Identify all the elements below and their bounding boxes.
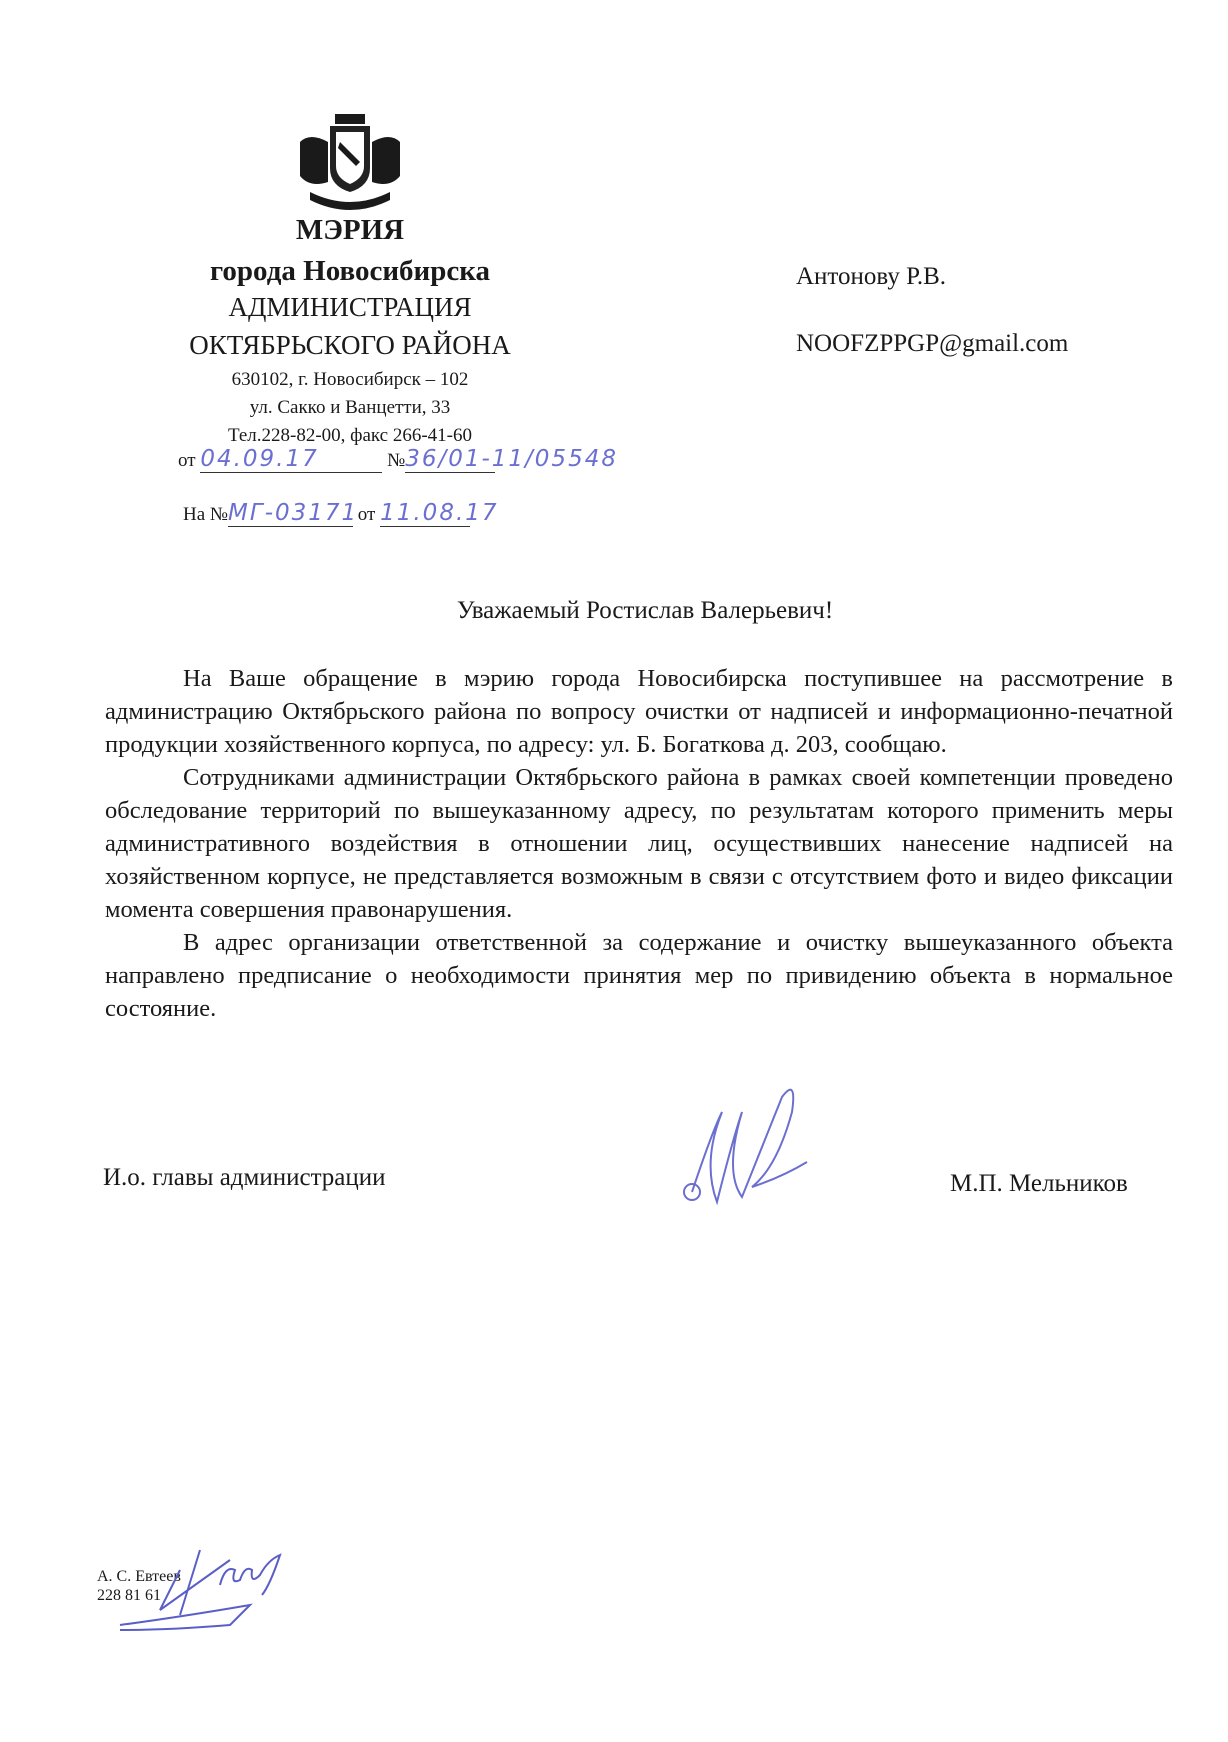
org-name-line3: АДМИНИСТРАЦИЯ bbox=[228, 292, 472, 322]
executor-name: А. С. Евтеев bbox=[97, 1568, 181, 1585]
executor-signature bbox=[110, 1530, 310, 1645]
outgoing-ref-row bbox=[178, 446, 618, 473]
reply-number: МГ-03171 bbox=[228, 500, 359, 526]
greeting: Уважаемый Ростислав Валерьевич! bbox=[456, 597, 834, 624]
org-name-line1: МЭРИЯ bbox=[295, 214, 405, 246]
outgoing-date: 04.09.17 bbox=[200, 446, 319, 472]
number-label: № bbox=[387, 450, 406, 471]
reply-label: На № bbox=[183, 504, 229, 525]
org-address-line2: ул. Сакко и Ванцетти, 33 bbox=[249, 397, 451, 418]
signatory-name: М.П. Мельников bbox=[950, 1170, 1128, 1197]
signatory-position: И.о. главы администрации bbox=[103, 1164, 386, 1191]
body-paragraph: На Ваше обращение в мэрию города Новосибирска поступившее на рассмотрение в администрацию Октябрьского района по вопросу очистки от надписей и информационно-печатной продукции хозяйственного корпуса, по адресу: ул. Б. Богаткова д. 203, сообщаю. bbox=[105, 665, 1173, 758]
letter-body bbox=[105, 662, 1173, 1025]
body-paragraph: Сотрудниками администрации Октябрьского района в рамках своей компетенции проведено обследование территорий по вышеуказанному адресу, по результатам которого применить меры административного воздействия в отношении лиц, осуществивших нанесение надписей на хозяйственном корпусе, не представляется возможным в связи с отсутствием фото и видео фиксации момента совершения правонарушения. bbox=[105, 764, 1173, 923]
reply-date-label: от bbox=[357, 504, 376, 525]
handwritten-signature bbox=[670, 1080, 830, 1215]
outgoing-number: 36/01-11/05548 bbox=[405, 446, 618, 472]
recipient-email: NOOFZPPGP@gmail.com bbox=[796, 330, 1069, 357]
city-coat-of-arms-emblem bbox=[290, 112, 410, 217]
org-address-line1: 630102, г. Новосибирск – 102 bbox=[231, 369, 469, 390]
reply-date: 11.08.17 bbox=[380, 500, 499, 526]
org-name-line2: города Новосибирска bbox=[209, 255, 491, 287]
date-label: от bbox=[178, 450, 196, 471]
body-paragraph: В адрес организации ответственной за содержание и очистку вышеуказанного объекта направлено предписание о необходимости принятия мер по привидению объекта в нормальное состояние. bbox=[105, 929, 1173, 1022]
org-name-line4: ОКТЯБРЬСКОГО РАЙОНА bbox=[189, 330, 511, 360]
reply-ref-row bbox=[183, 500, 499, 527]
executor-phone: 228 81 61 bbox=[97, 1587, 161, 1604]
recipient-name: Антонову Р.В. bbox=[796, 263, 947, 290]
org-phone: Тел.228-82-00, факс 266-41-60 bbox=[227, 425, 473, 446]
